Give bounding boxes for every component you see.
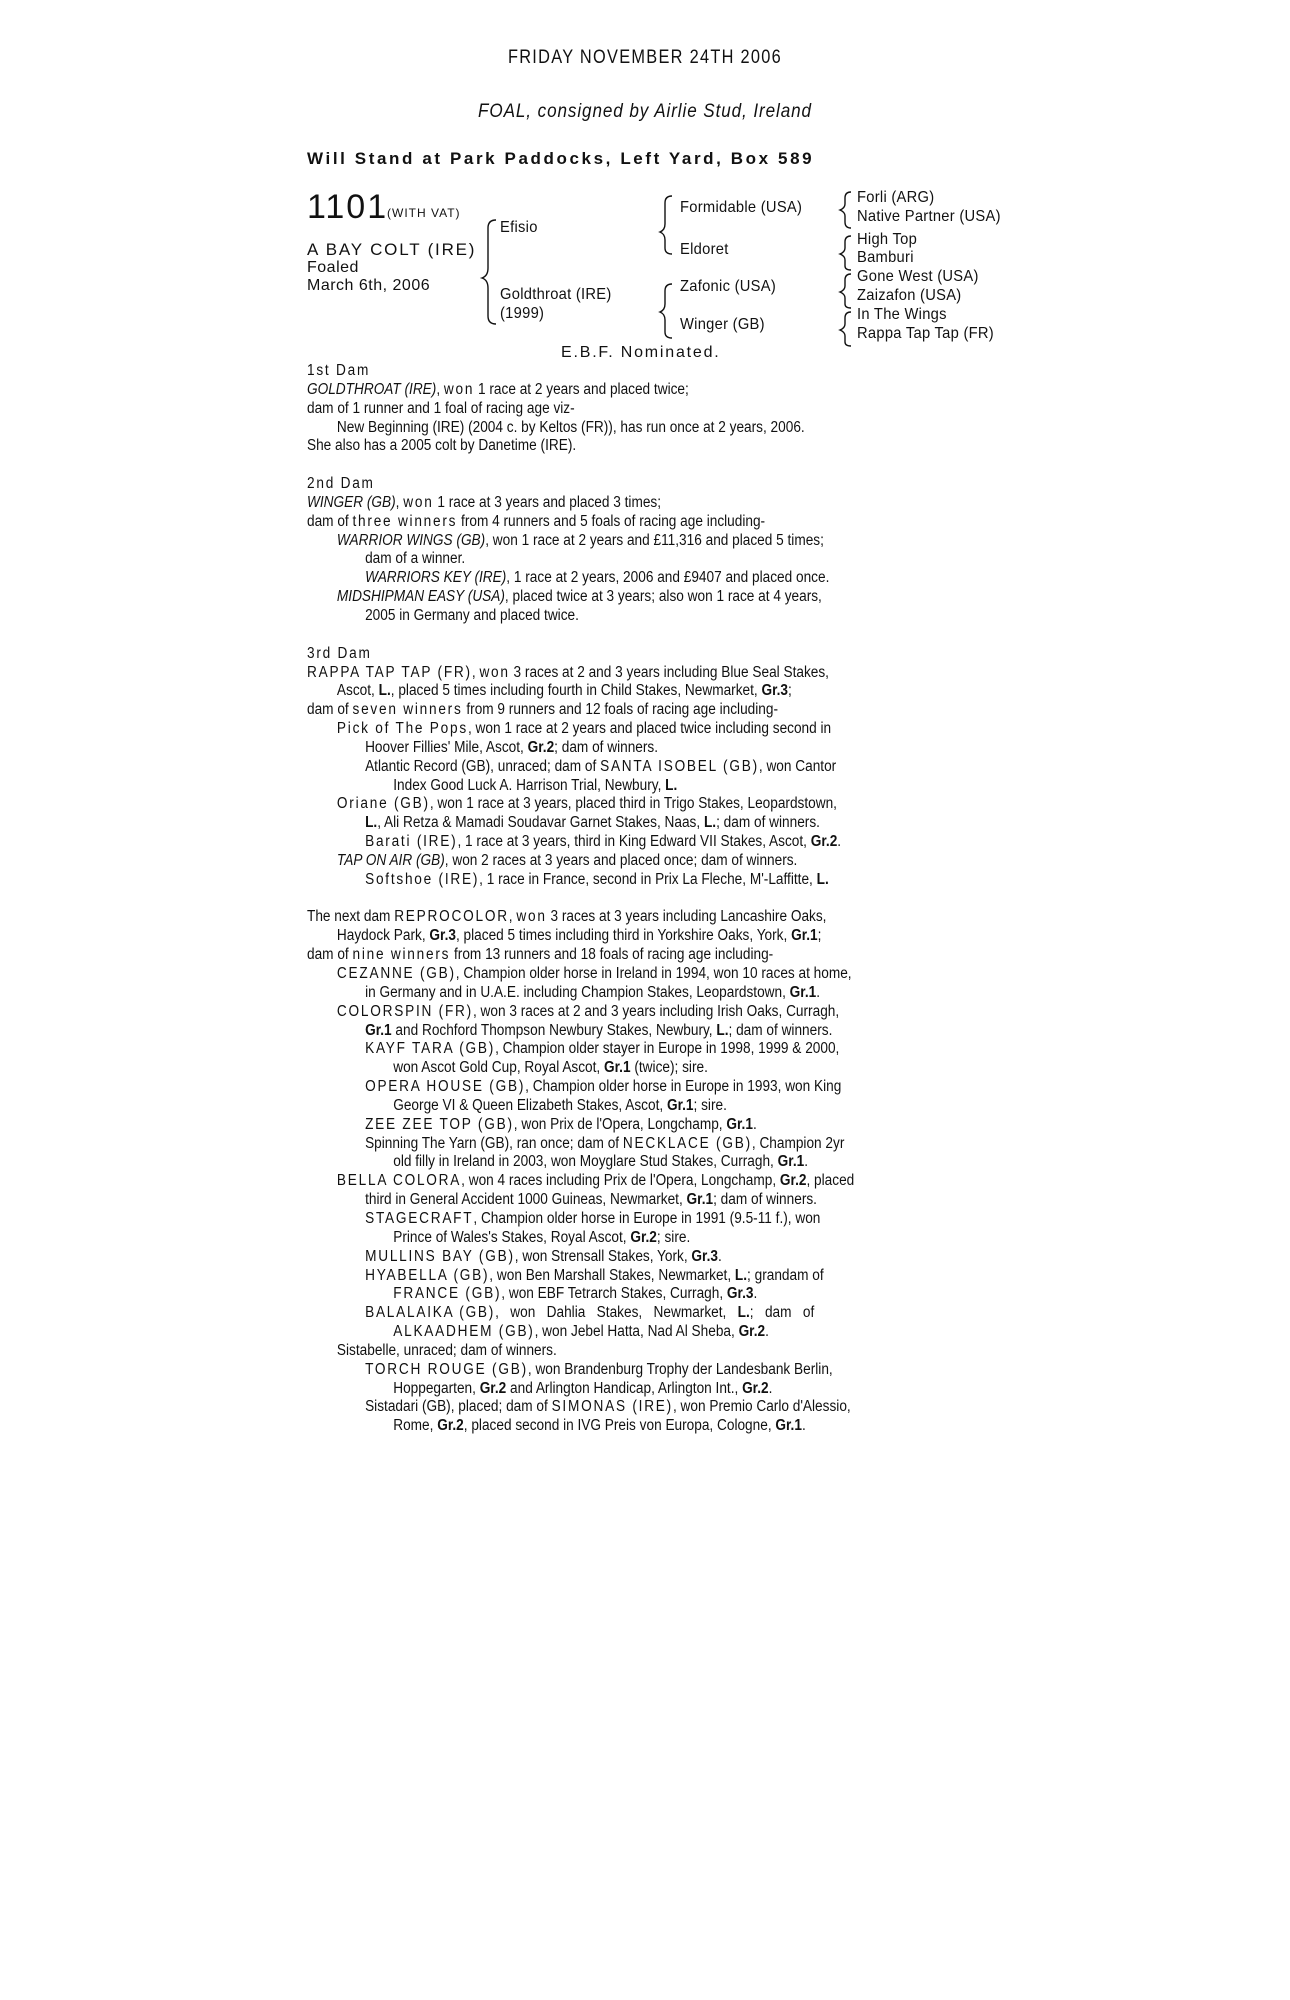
next-dam-line bbox=[307, 1267, 905, 1286]
dss: Gone West (USA) bbox=[857, 268, 979, 285]
text: , won Brandenburg Trophy der Landesbank Berlin, bbox=[527, 1360, 833, 1378]
foaled-label: Foaled bbox=[307, 259, 359, 276]
horse-name: Barati (IRE) bbox=[365, 833, 458, 851]
text: 1 race at 2 years and placed twice; bbox=[474, 380, 689, 398]
text: Gr.2 bbox=[738, 1323, 766, 1341]
consignor-line: FOAL, consigned by Airlie Stud, Ireland bbox=[478, 101, 812, 122]
text: ; dam of winners. bbox=[554, 738, 659, 756]
text: ; dam of bbox=[749, 1304, 815, 1322]
text: Gr.3 bbox=[726, 1285, 754, 1303]
text: ; sire. bbox=[693, 1096, 727, 1114]
text: Gr.1 bbox=[777, 1153, 805, 1171]
next-dam-line bbox=[307, 1210, 905, 1229]
text: nine winners bbox=[352, 946, 451, 964]
horse-name: ALKAADHEM (GB) bbox=[393, 1323, 535, 1341]
text: The next dam bbox=[307, 908, 395, 926]
lot-name: A BAY COLT (IRE) bbox=[307, 240, 477, 259]
next-dam-line bbox=[307, 1172, 905, 1191]
text: Gr.2 bbox=[742, 1379, 769, 1397]
text: Gr.2 bbox=[810, 833, 838, 851]
text: old filly in Ireland in 2003, won Moyglare Stud Stakes, Curragh, bbox=[393, 1153, 778, 1171]
text: Gr.2 bbox=[779, 1172, 807, 1190]
text: ; dam of winners. bbox=[716, 814, 820, 832]
next-dam-line bbox=[307, 1323, 905, 1342]
text: 1 race at 3 years and placed 3 times; bbox=[433, 493, 662, 511]
horse-name: HYABELLA (GB) bbox=[365, 1266, 490, 1284]
third-dam-line bbox=[307, 720, 905, 739]
next-dam-line bbox=[307, 946, 905, 965]
next-dam-line bbox=[307, 1097, 905, 1116]
text: L. bbox=[734, 1266, 748, 1284]
next-dam-line bbox=[307, 1153, 905, 1172]
horse-name: BALALAIKA (GB) bbox=[365, 1304, 496, 1322]
horse-name: NECKLACE (GB) bbox=[622, 1134, 752, 1152]
text: Gr.3 bbox=[429, 927, 456, 945]
text: . bbox=[816, 983, 821, 1001]
horse-name: WINGER (GB) bbox=[307, 493, 396, 511]
text: won bbox=[443, 380, 475, 398]
text: . bbox=[752, 1115, 757, 1133]
text: Ascot, bbox=[336, 682, 379, 700]
text: . bbox=[753, 1285, 758, 1303]
text: Spinning The Yarn (GB), ran once; dam of bbox=[365, 1134, 623, 1152]
third-dam-line bbox=[307, 682, 905, 701]
text: , bbox=[508, 908, 517, 926]
text: , placed 5 times including third in Yorkshire Oaks, York, bbox=[455, 927, 792, 945]
text: ; grandam of bbox=[747, 1266, 824, 1284]
next-dam-line bbox=[307, 1003, 905, 1022]
text: in Germany and in U.A.E. including Champion Stakes, Leopardstown, bbox=[365, 983, 790, 1001]
horse-name: MIDSHIPMAN EASY (USA) bbox=[336, 588, 505, 606]
text: , Champion older stayer in Europe in 1998, 1999 & 2000, bbox=[495, 1040, 840, 1058]
third-dam-line bbox=[307, 701, 905, 720]
first-dam-line bbox=[307, 381, 905, 400]
horse-name: KAYF TARA (GB) bbox=[365, 1040, 496, 1058]
text: Hoover Fillies' Mile, Ascot, bbox=[365, 738, 528, 756]
horse-name: GOLDTHROAT (IRE) bbox=[307, 380, 437, 398]
text: , won Strensall Stakes, York, bbox=[514, 1247, 692, 1265]
third-dam-line bbox=[307, 795, 905, 814]
horse-name: Pick of The Pops bbox=[336, 720, 468, 738]
horse-name: MULLINS BAY (GB) bbox=[365, 1247, 515, 1265]
text: , won 1 race at 3 years, placed third in Trigo Stakes, Leopardstown, bbox=[429, 795, 837, 813]
text: ; dam of winners. bbox=[728, 1021, 833, 1039]
text: ; dam of winners. bbox=[713, 1191, 817, 1209]
text: Rome, bbox=[393, 1417, 438, 1435]
horse-name: OPERA HOUSE (GB) bbox=[365, 1078, 526, 1096]
text: won bbox=[479, 663, 510, 681]
next-dam-line bbox=[307, 965, 905, 984]
third-dam-line bbox=[307, 739, 905, 758]
second-dam-line bbox=[307, 588, 905, 607]
horse-name: TAP ON AIR (GB) bbox=[336, 851, 445, 869]
text: from 9 runners and 12 foals of racing age including- bbox=[462, 701, 778, 719]
second-dam-line bbox=[307, 513, 905, 532]
text: L. bbox=[703, 814, 717, 832]
next-dam-line bbox=[307, 1040, 905, 1059]
second-dam-line bbox=[307, 532, 905, 551]
third-dam-line bbox=[307, 852, 905, 871]
horse-name: SIMONAS (IRE) bbox=[551, 1398, 673, 1416]
second-dam-line bbox=[307, 569, 905, 588]
text: and Arlington Handicap, Arlington Int., bbox=[506, 1379, 743, 1397]
horse-name: BELLA COLORA bbox=[336, 1172, 462, 1190]
next-dam-line bbox=[307, 1398, 905, 1417]
next-dam-line bbox=[307, 1191, 905, 1210]
text: Gr.1 bbox=[789, 983, 817, 1001]
text: ; bbox=[788, 682, 792, 700]
text: dam of bbox=[307, 946, 353, 964]
text: , won Cantor bbox=[758, 757, 837, 775]
third-dam-line bbox=[307, 777, 905, 796]
text: , Champion older horse in Europe in 1993, won King bbox=[525, 1078, 842, 1096]
text: . bbox=[804, 1153, 808, 1171]
text: Gr.1 bbox=[791, 927, 818, 945]
text: , bbox=[436, 380, 444, 398]
horse-name: Oriane (GB) bbox=[336, 795, 430, 813]
sire: Efisio bbox=[500, 219, 538, 236]
foal-date: March 6th, 2006 bbox=[307, 277, 431, 294]
horse-name: FRANCE (GB) bbox=[393, 1285, 502, 1303]
second-dam-line: 2005 in Germany and placed twice. bbox=[365, 606, 579, 624]
text: L. bbox=[365, 814, 378, 832]
lot-number: 1101 bbox=[307, 188, 389, 226]
first-dam-line: She also has a 2005 colt by Danetime (IRE). bbox=[307, 437, 577, 455]
next-dam-line bbox=[307, 1380, 905, 1399]
sale-date: FRIDAY NOVEMBER 24TH 2006 bbox=[507, 47, 783, 68]
next-dam-line bbox=[307, 1229, 905, 1248]
text: . bbox=[801, 1417, 806, 1435]
first-dam-line: New Beginning (IRE) (2004 c. by Keltos (FR)), has run once at 2 years, 2006. bbox=[336, 418, 805, 436]
text: won Ascot Gold Cup, Royal Ascot, bbox=[393, 1059, 605, 1077]
text: , placed bbox=[806, 1172, 855, 1190]
text: Sistadari (GB), placed; dam of bbox=[365, 1398, 552, 1416]
horse-name: ZEE ZEE TOP (GB) bbox=[365, 1115, 514, 1133]
text: Gr.2 bbox=[479, 1379, 507, 1397]
text: ; bbox=[817, 927, 822, 945]
text: Gr.1 bbox=[604, 1059, 631, 1077]
text: Gr.1 bbox=[686, 1191, 714, 1209]
text: L. bbox=[378, 682, 391, 700]
text: Gr.3 bbox=[691, 1247, 718, 1265]
second-dam-heading: 2nd Dam bbox=[307, 475, 375, 493]
text: from 4 runners and 5 foals of racing age including- bbox=[457, 512, 766, 530]
second-dam-line bbox=[307, 494, 905, 513]
third-dam-line bbox=[307, 871, 905, 890]
text: Haydock Park, bbox=[336, 927, 430, 945]
text: , won Dahlia Stakes, Newmarket, bbox=[495, 1304, 738, 1322]
sire-dam: Eldoret bbox=[680, 241, 729, 258]
text: , Ali Retza & Mamadi Soudavar Garnet Stakes, Naas, bbox=[377, 814, 704, 832]
text: , bbox=[471, 663, 480, 681]
dsd: Zaizafon (USA) bbox=[857, 287, 962, 304]
sdd: Bamburi bbox=[857, 249, 914, 266]
text: . bbox=[768, 1379, 773, 1397]
text: Gr.1 bbox=[666, 1096, 694, 1114]
text: , won 3 races at 2 and 3 years including Irish Oaks, Curragh, bbox=[472, 1002, 840, 1020]
text: , Champion older horse in Ireland in 1994, won 10 races at home, bbox=[455, 965, 852, 982]
produce-record bbox=[307, 362, 987, 1436]
horse-name: REPROCOLOR bbox=[394, 908, 509, 926]
ebf-nominated: E.B.F. Nominated. bbox=[561, 344, 721, 361]
text: , placed twice at 3 years; also won 1 race at 4 years, bbox=[504, 588, 822, 606]
ssd: Native Partner (USA) bbox=[857, 208, 1001, 225]
dam: Goldthroat (IRE) bbox=[500, 286, 612, 303]
text: Index Good Luck A. Harrison Trial, Newbury, bbox=[393, 776, 666, 794]
text: , Champion older horse in Europe in 1991 (9.5-11 f.), won bbox=[473, 1209, 821, 1227]
text: won bbox=[403, 493, 434, 511]
vat-note: (WITH VAT) bbox=[387, 206, 461, 220]
text: , won 1 race at 2 years and placed twice including second in bbox=[467, 720, 832, 738]
text: , won 4 races including Prix de l'Opera, Longchamp, bbox=[461, 1172, 780, 1190]
text: L. bbox=[665, 776, 678, 794]
next-dam-line bbox=[307, 1059, 905, 1078]
text: 3 races at 3 years including Lancashire Oaks, bbox=[546, 908, 827, 926]
text: , won Ben Marshall Stakes, Newmarket, bbox=[489, 1266, 735, 1284]
text: Gr.1 bbox=[775, 1417, 802, 1435]
text: , placed 5 times including fourth in Child Stakes, Newmarket, bbox=[390, 682, 762, 700]
text: . bbox=[837, 833, 842, 851]
first-dam-heading: 1st Dam bbox=[307, 362, 371, 379]
text: dam of bbox=[307, 512, 353, 530]
text: L. bbox=[816, 870, 829, 888]
sire-sire: Formidable (USA) bbox=[680, 199, 803, 216]
text: , won 1 race at 2 years and £11,316 and placed 5 times; bbox=[485, 531, 824, 549]
text: Hoppegarten, bbox=[393, 1379, 480, 1397]
text: L. bbox=[716, 1021, 729, 1039]
text: , won Premio Carlo d'Alessio, bbox=[672, 1398, 851, 1416]
next-dam-line: Sistabelle, unraced; dam of winners. bbox=[336, 1341, 557, 1359]
text: Gr.3 bbox=[761, 682, 789, 700]
text: ; sire. bbox=[656, 1228, 691, 1246]
text: , won Jebel Hatta, Nad Al Sheba, bbox=[534, 1323, 739, 1341]
dam-year: (1999) bbox=[500, 305, 545, 322]
sss: Forli (ARG) bbox=[857, 189, 935, 206]
third-dam-line bbox=[307, 833, 905, 852]
third-dam-line bbox=[307, 814, 905, 833]
horse-name: WARRIORS KEY (IRE) bbox=[365, 569, 507, 587]
first-dam-line: dam of 1 runner and 1 foal of racing age viz- bbox=[307, 399, 575, 417]
next-dam-line bbox=[307, 1361, 905, 1380]
text: , placed second in IVG Preis von Europa, Cologne, bbox=[463, 1417, 776, 1435]
dam-dam: Winger (GB) bbox=[680, 316, 765, 333]
stand-location: Will Stand at Park Paddocks, Left Yard, Box 589 bbox=[307, 149, 815, 168]
text: seven winners bbox=[352, 701, 463, 719]
text: 3 races at 2 and 3 years including Blue Seal Stakes, bbox=[509, 663, 829, 681]
third-dam-line bbox=[307, 758, 905, 777]
horse-name: TORCH ROUGE (GB) bbox=[365, 1360, 528, 1378]
text: , 1 race in France, second in Prix La Fleche, M'-Laffitte, bbox=[479, 870, 817, 888]
pedigree-brackets bbox=[0, 0, 1290, 360]
horse-name: Softshoe (IRE) bbox=[365, 870, 480, 888]
text: . bbox=[717, 1247, 722, 1265]
next-dam-line bbox=[307, 1304, 905, 1323]
text: dam of bbox=[307, 701, 353, 719]
next-dam-line bbox=[307, 908, 905, 927]
text: Gr.1 bbox=[726, 1115, 753, 1133]
text: Atlantic Record (GB), unraced; dam of bbox=[365, 757, 601, 775]
horse-name: COLORSPIN (FR) bbox=[336, 1002, 473, 1020]
third-dam-heading: 3rd Dam bbox=[307, 644, 372, 662]
dds: In The Wings bbox=[857, 306, 947, 323]
text: , won Prix de l'Opera, Longchamp, bbox=[513, 1115, 727, 1133]
horse-name: CEZANNE (GB) bbox=[336, 965, 456, 982]
text: , 1 race at 2 years, 2006 and £9407 and placed once. bbox=[506, 569, 830, 587]
text: , won 2 races at 3 years and placed once; dam of winners. bbox=[444, 851, 798, 869]
text: and Rochford Thompson Newbury Stakes, Newbury, bbox=[391, 1021, 717, 1039]
text: L. bbox=[737, 1304, 750, 1322]
text: George VI & Queen Elizabeth Stakes, Ascot, bbox=[393, 1096, 667, 1114]
text: Prince of Wales's Stakes, Royal Ascot, bbox=[393, 1228, 631, 1246]
next-dam-line bbox=[307, 984, 905, 1003]
next-dam-line bbox=[307, 1248, 905, 1267]
text: , won EBF Tetrarch Stakes, Curragh, bbox=[501, 1285, 727, 1303]
next-dam-line bbox=[307, 1135, 905, 1154]
text: . bbox=[765, 1323, 769, 1341]
third-dam-line bbox=[307, 664, 905, 683]
next-dam-line bbox=[307, 1285, 905, 1304]
dam-sire: Zafonic (USA) bbox=[680, 278, 777, 295]
next-dam-line bbox=[307, 1417, 905, 1436]
next-dam-line bbox=[307, 1116, 905, 1135]
horse-name: STAGECRAFT bbox=[365, 1209, 474, 1227]
next-dam-line bbox=[307, 927, 905, 946]
text: Gr.2 bbox=[630, 1228, 657, 1246]
horse-name: SANTA ISOBEL (GB) bbox=[600, 757, 759, 775]
sds: High Top bbox=[857, 231, 918, 248]
text: , bbox=[395, 493, 404, 511]
ddd: Rappa Tap Tap (FR) bbox=[857, 325, 994, 342]
text: , 1 race at 3 years, third in King Edward VII Stakes, Ascot, bbox=[457, 833, 811, 851]
text: won bbox=[516, 908, 547, 926]
text: three winners bbox=[352, 512, 458, 530]
text: Gr.1 bbox=[365, 1021, 392, 1039]
second-dam-line: dam of a winner. bbox=[365, 550, 466, 568]
next-dam-line bbox=[307, 1022, 905, 1041]
text: Gr.2 bbox=[527, 738, 555, 756]
next-dam-line bbox=[307, 1078, 905, 1097]
horse-name: RAPPA TAP TAP (FR) bbox=[307, 663, 472, 681]
text: from 13 runners and 18 foals of racing age including- bbox=[450, 946, 774, 964]
text: Gr.2 bbox=[437, 1417, 464, 1435]
horse-name: WARRIOR WINGS (GB) bbox=[336, 531, 486, 549]
text: third in General Accident 1000 Guineas, Newmarket, bbox=[365, 1191, 687, 1209]
text: , Champion 2yr bbox=[751, 1134, 845, 1152]
text: (twice); sire. bbox=[630, 1059, 708, 1077]
